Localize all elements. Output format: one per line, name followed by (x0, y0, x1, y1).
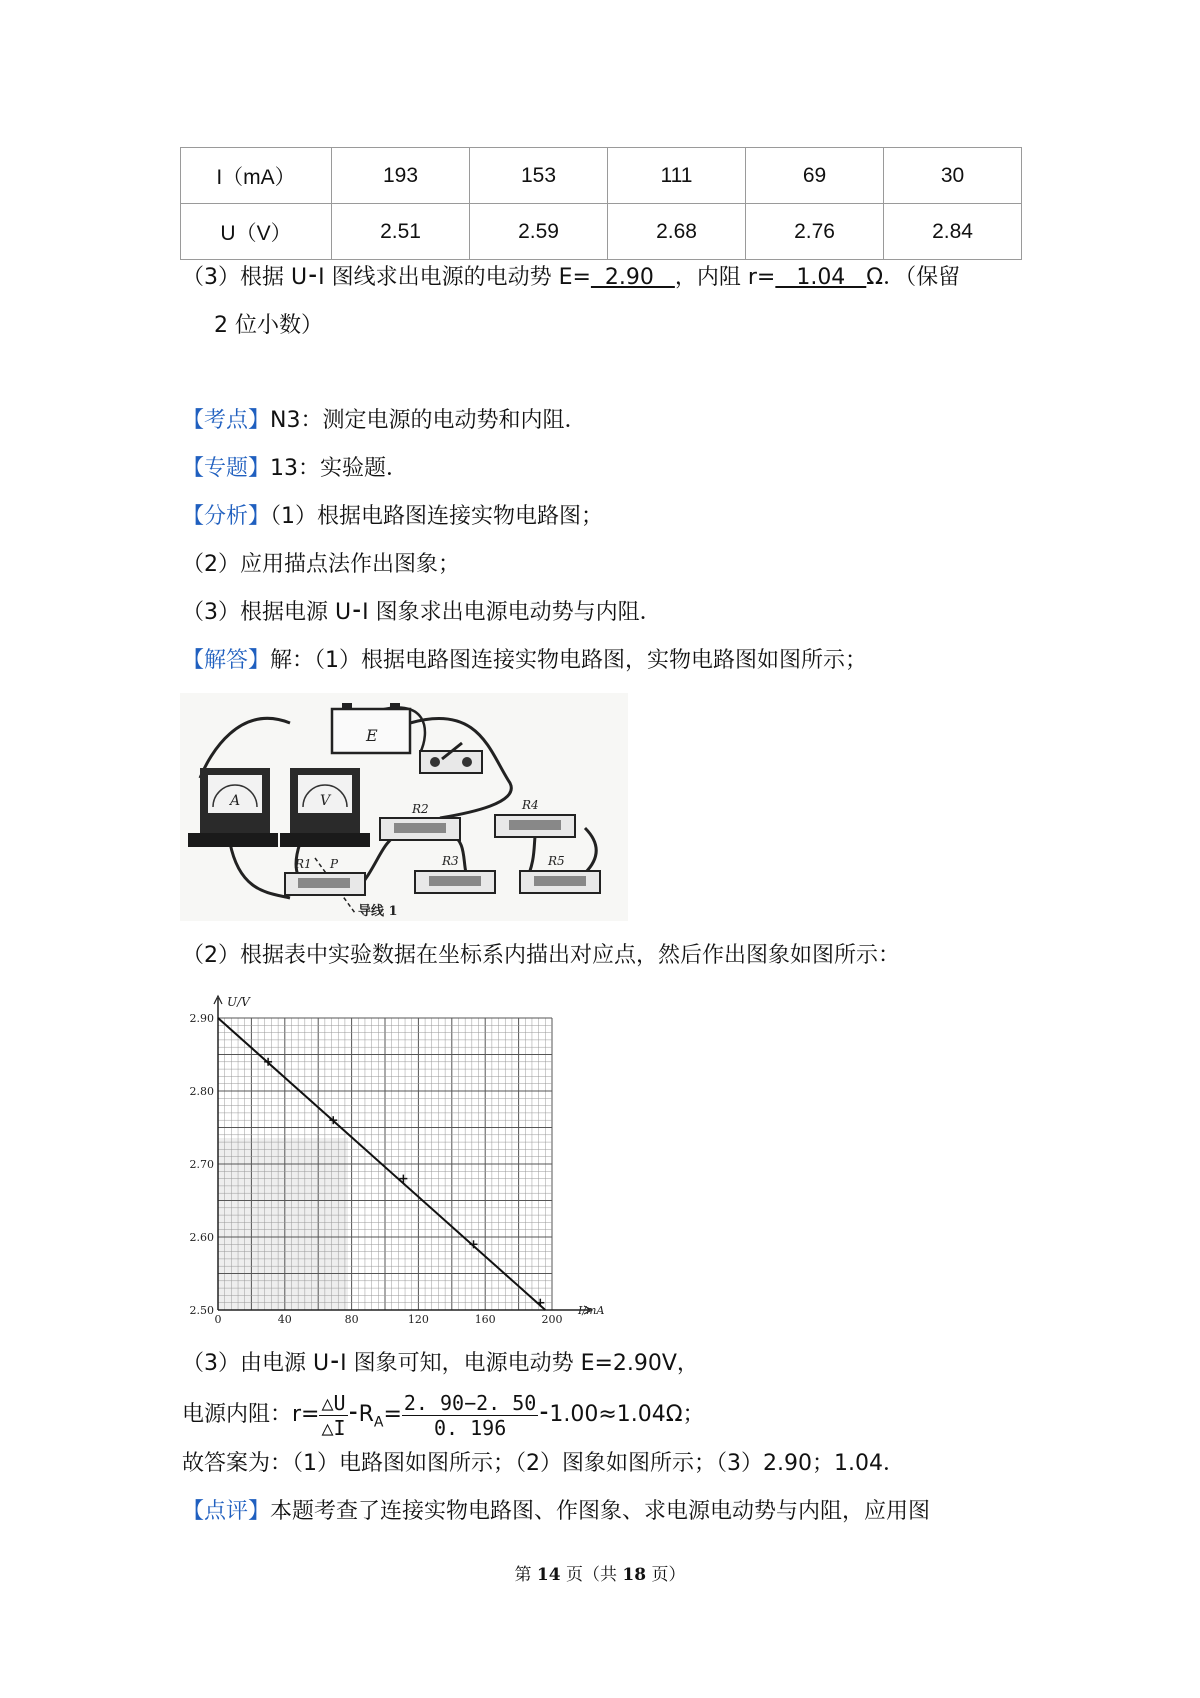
x-tick-label: 120 (407, 1313, 429, 1325)
wire-label: 导线 1 (358, 904, 398, 919)
r3-label: R3 (442, 854, 459, 868)
step-2-text: （2）根据表中实验数据在坐标系内描出对应点，然后作出图象如图所示： (182, 943, 900, 968)
frac1-num: △U (321, 1390, 346, 1415)
battery-label: E (366, 726, 378, 745)
jieda-line (182, 645, 867, 677)
y-axis-label: U/V (227, 995, 250, 1009)
table-cell: 30 (884, 148, 1022, 204)
row-label: U（V） (181, 204, 332, 260)
r2-label: R2 (412, 802, 429, 816)
formula-tail: ﻿⁃1.00≈1.04Ω； (538, 1402, 705, 1427)
frac2-den: 0. 196 (433, 1415, 507, 1440)
table-cell: 2.59 (470, 204, 608, 260)
page-footer (0, 1560, 1200, 1585)
table-row (181, 148, 1022, 204)
x-tick-label: 40 (277, 1313, 292, 1325)
table-cell: 2.51 (332, 204, 470, 260)
r5-label: R5 (548, 854, 565, 868)
table-cell: 2.84 (884, 204, 1022, 260)
formula (182, 1390, 705, 1440)
x-tick-label: 80 (344, 1313, 359, 1325)
q3-suffix: Ω．（保留 (866, 265, 961, 290)
formula-eq: = (383, 1402, 402, 1427)
fenxi-line-2: （2）应用描点法作出图象； (182, 552, 460, 577)
x-tick-label: 160 (474, 1313, 496, 1325)
kaodian-line (182, 405, 586, 437)
row-label: I（mA） (181, 148, 332, 204)
footer-pre: 第 (514, 1565, 537, 1585)
table-cell: 69 (746, 148, 884, 204)
y-tick-label: 2.90 (189, 1012, 214, 1025)
fenxi-line (182, 501, 603, 533)
frac2-num: 2. 90−2. 50 (403, 1390, 537, 1415)
page-number: 14 (536, 1565, 561, 1585)
dianping-line (182, 1496, 930, 1528)
r1-label: R1 (295, 857, 312, 871)
jieda-tag: 【解答】 (182, 648, 271, 673)
y-tick-label: 2.70 (189, 1158, 214, 1171)
fraction-values (402, 1391, 538, 1440)
kaodian-tag: 【考点】 (182, 408, 271, 433)
table-cell: 2.68 (608, 204, 746, 260)
fenxi-tag: 【分析】 (182, 504, 271, 529)
table-cell: 111 (608, 148, 746, 204)
zhuanti-text: 13：实验题． (270, 456, 409, 481)
fenxi-line-3: （3）根据电源 U﻿⁃I 图象求出电源电动势与内阻． (182, 600, 662, 625)
formula-lead: 电源内阻：r= (182, 1402, 320, 1427)
footer-post: 页） (646, 1565, 686, 1585)
q3-line2: 2 位小数） (214, 313, 323, 338)
frac1-den: △I (321, 1415, 346, 1440)
q3-prefix: （3）根据 U﻿⁃I 图线求出电源的电动势 E= (182, 265, 591, 290)
ammeter (188, 768, 278, 847)
y-tick-label: 2.80 (189, 1085, 214, 1098)
dianping-text: 本题考查了连接实物电路图、作图象、求电源电动势与内阻，应用图 (270, 1499, 931, 1524)
e-answer: 2.90 (590, 265, 675, 290)
step-3-text: （3）由电源 U﻿⁃I 图象可知，电源电动势 E=2.90V， (182, 1351, 699, 1376)
table-cell: 153 (470, 148, 608, 204)
minus-ra: ﻿⁃R (347, 1402, 374, 1427)
table-cell: 2.76 (746, 204, 884, 260)
jieda-text: 解：（1）根据电路图连接实物电路图，实物电路图如图所示； (270, 648, 868, 673)
x-axis-label: I/mA (578, 1304, 605, 1317)
fenxi-text: （1）根据电路图连接实物电路图； (270, 504, 604, 529)
battery (332, 703, 410, 753)
ra-subscript: A (373, 1414, 384, 1431)
r-answer: 1.04 (775, 265, 867, 290)
ammeter-label: A (230, 793, 241, 809)
y-tick-label: 2.60 (189, 1231, 214, 1244)
question-3 (182, 262, 960, 294)
q3-mid: ，内阻 r= (674, 265, 776, 290)
x-tick-label: 200 (541, 1313, 563, 1325)
y-tick-label: 2.50 (189, 1304, 214, 1317)
footer-mid: 页（共 (560, 1565, 623, 1585)
table-cell: 193 (332, 148, 470, 204)
r4-label: R4 (522, 798, 539, 812)
x-tick-label: 0 (214, 1313, 222, 1325)
ui-chart (180, 990, 620, 1325)
fraction-du-di (319, 1391, 347, 1440)
table-row (181, 204, 1022, 260)
data-table (180, 147, 1022, 260)
dianping-tag: 【点评】 (182, 1499, 271, 1524)
page-total: 18 (622, 1565, 647, 1585)
p-label: P (330, 857, 339, 871)
zhuanti-line (182, 453, 408, 485)
voltmeter (280, 768, 370, 847)
kaodian-text: N3：测定电源的电动势和内阻． (270, 408, 587, 433)
circuit-figure (180, 693, 628, 921)
answer-line: 故答案为：（1）电路图如图所示；（2）图象如图所示；（3）2.90；1.04． (182, 1451, 905, 1476)
voltmeter-label: V (320, 793, 331, 809)
zhuanti-tag: 【专题】 (182, 456, 271, 481)
